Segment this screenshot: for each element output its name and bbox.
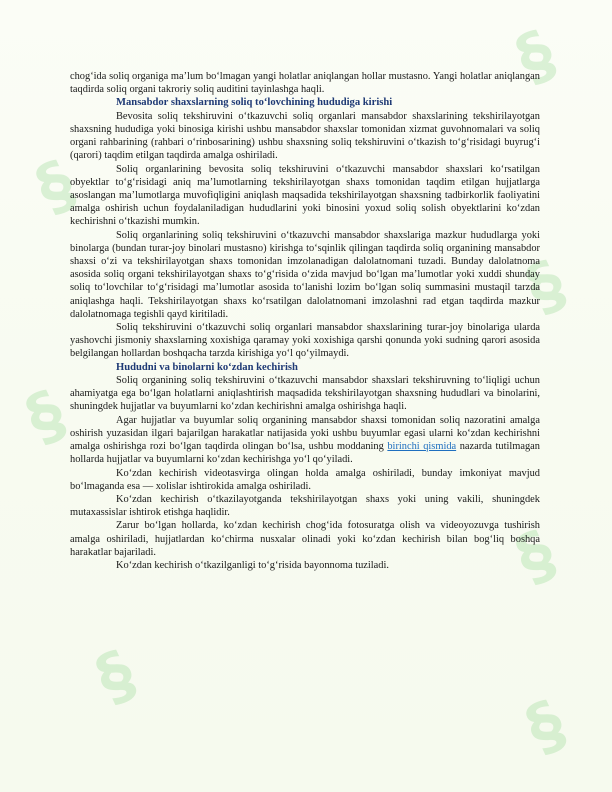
paragraph: Soliq tekshiruvini o‘tkazuvchi soliq organlari mansabdor shaxslarining turar-joy binolariga ularda yashovchi jismoniy shaxslarning xoxishiga qaramay yoki xoxishiga qarshi qonunda yoki sudning qarori asosida belgilangan hollardan boshqacha tarzda kirishiga yo‘l qo‘yilmaydi. <box>70 322 540 360</box>
watermark-logo: § <box>85 636 147 718</box>
watermark-logo: § <box>25 146 87 228</box>
paragraph: Bevosita soliq tekshiruvini o‘tkazuvchi soliq organlari mansabdor shaxslarining tekshirilayotgan shaxsning hududiga yoki binosiga kirishi ushbu mansabdor shaxslar tomonidan xizmat guvohnomalari va soliq organi rahbarining (rahbari o‘rinbosarining) ushbu shaxsning soliq tekshiruvini o‘tkazish to‘g‘risidagi buyrug‘i (qarori) taqdim etilgan taqdirda amalga oshiriladi. <box>70 110 540 162</box>
paragraph-text: nazarda tutilmagan hollarda hujjatlar va buyumlarni ko‘zdan kechirishga yo‘l qo‘yiladi. <box>70 441 540 466</box>
paragraph: Ko‘zdan kechirish o‘tkazilganligi to‘g‘risida bayonnoma tuziladi. <box>116 559 389 571</box>
paragraph-text: Agar hujjatlar va buyumlar soliq organining mansabdor shaxsi tomonidan soliq nazoratini amalga oshirish yuzasidan ilgari bajarilgan harakatlar natijasida yoki ushbu buyumlar egasi ularni ko‘zdan kechirishni amalga oshirishga rozi bo‘lgan taqdirda olingan bo‘lsa, ushbu moddaning <box>70 414 540 453</box>
paragraph: Ko‘zdan kechirish o‘tkazilayotganda tekshirilayotgan shaxs yoki uning vakili, shuningdek mutaxassislar ishtirok etishga haqlidir. <box>70 493 540 519</box>
watermark-logo: § <box>505 516 567 598</box>
section-heading: Mansabdor shaxslarning soliq to‘lovchining hududiga kirishi <box>116 97 393 109</box>
article-part-link[interactable]: birinchi qismida <box>387 441 457 453</box>
paragraph: Soliq organlarining soliq tekshiruvini o‘tkazuvchi mansabdor shaxslariga mazkur hududlarga yoki binolarga (bundan turar-joy binolari mustasno) kirishga to‘sqinlik qilingan taqdirda soliq organining mansabdor shaxsi o‘zi va tekshirilayotgan shaxs tomonidan imzolanadigan dalolatnomani tuzadi. Bunday dalolatnoma asosida soliq organi tekshirilayotgan shaxs to‘g‘risida o‘zida mavjud bo‘lgan ma’lumotlar yoki xuddi shunday soliq to‘lovchilar to‘g‘risidagi ma’lumotlar asosida to‘lanishi lozim bo‘lgan soliq summasini mustaqil tarzda aniqlashga haqli. Tekshirilayotgan shaxs ko‘rsatilgan dalolatnomani imzolashni rad etgan taqdirda mazkur dalolatnomaga tegishli qayd kiritiladi. <box>70 229 540 320</box>
paragraph <box>70 414 540 467</box>
paragraph: Ko‘zdan kechirish videotasvirga olingan holda amalga oshiriladi, bunday imkoniyat mavjud bo‘lmaganda esa — xolislar ishtirokida amalga oshiriladi. <box>70 467 540 492</box>
watermark-logo: § <box>505 16 567 98</box>
section-heading: Hududni va binolarni ko‘zdan kechirish <box>116 361 298 373</box>
watermark-logo: § <box>515 246 577 328</box>
watermark-logo: § <box>15 376 77 458</box>
paragraph: Soliq organining soliq tekshiruvini o‘tkazuvchi mansabdor shaxslari tekshiruvning to‘liqligi uchun ahamiyatga ega bo‘lgan holatlarni aniqlashtirish maqsadida tekshirilayotgan shaxsning hududlari va binolarini, shuningdek hujjatlar va buyumlarni ko‘zdan kechirishni amalga oshirishga haqli. <box>70 375 540 413</box>
paragraph: Zarur bo‘lgan hollarda, ko‘zdan kechirish chog‘ida fotosuratga olish va videoyozuvga tushirish amalga oshiriladi, hujjatlardan ko‘chirma nusxalar olinadi yoki ko‘zdan kechirish bilan bog‘liq boshqa harakatlar bajariladi. <box>70 520 540 558</box>
watermark-logo: § <box>515 686 577 768</box>
document-body <box>70 70 540 572</box>
paragraph: chog‘ida soliq organiga ma’lum bo‘lmagan yangi holatlar aniqlangan hollar mustasno. Yangi holatlar aniqlangan taqdirda soliq organi takroriy soliq auditini tayinlashga haqli. <box>70 71 540 96</box>
paragraph: Soliq organlarining bevosita soliq tekshiruvini o‘tkazuvchi mansabdor shaxslari ko‘rsatilgan obyektlar to‘g‘risidagi aniq ma’lumotlarning tekshirilayotgan shaxs tomonidan taqdim etilgan hujjatlarga asoslangan ma’lumotlarga muvofiqligini aniqlash maqsadida tekshirilayotgan shaxsning tadbirkorlik faoliyatini amalga oshirish uchun foydalaniladigan hududlarini yoki binosini yoxud soliq solish obyektlarini ko‘zdan kechirishni o‘tkazishi mumkin. <box>70 163 540 228</box>
